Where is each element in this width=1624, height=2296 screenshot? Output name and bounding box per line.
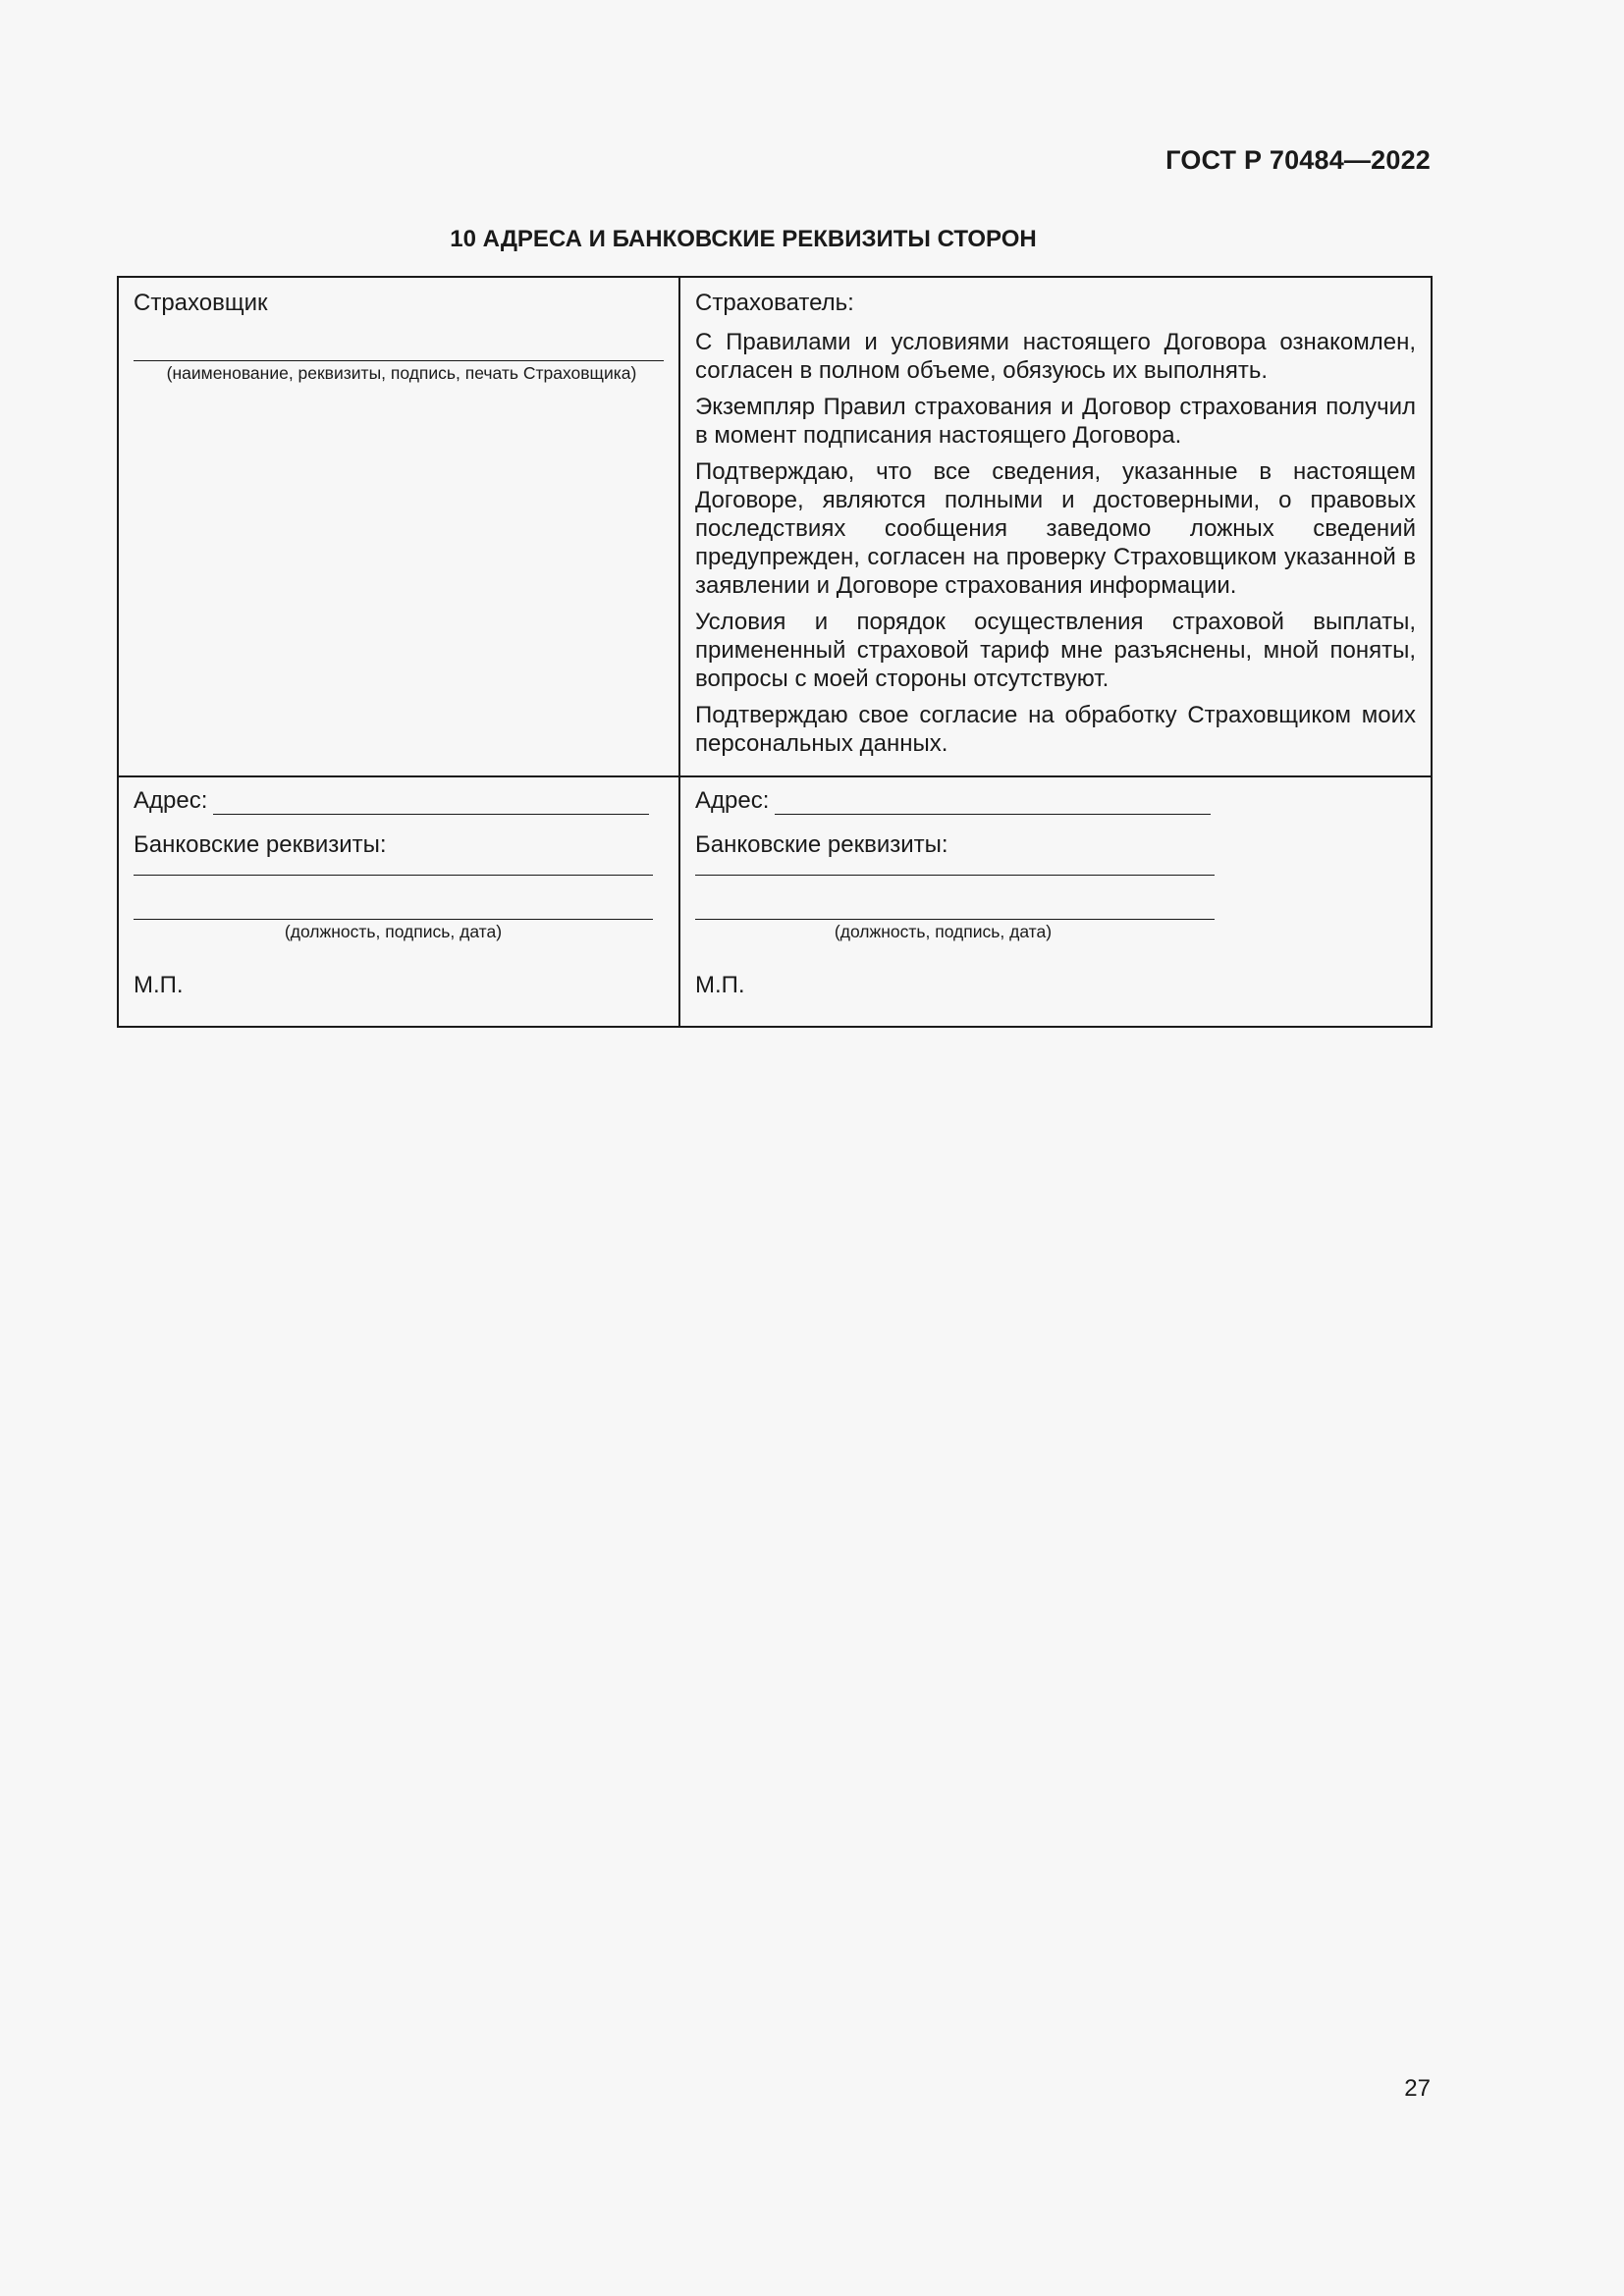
- insurer-signature-field[interactable]: [134, 360, 664, 361]
- insurer-stamp-label: М.П.: [134, 972, 184, 998]
- insurer-requisites-cell: [118, 776, 679, 1027]
- insurer-label: Страховщик: [134, 290, 268, 316]
- policyholder-paragraph: С Правилами и условиями настоящего Договора ознакомлен, согласен в полном объеме, обязуюсь их выполнять.: [695, 329, 1416, 384]
- policyholder-position-caption: (должность, подпись, дата): [834, 922, 1053, 941]
- parties-requisites-table: [117, 276, 1433, 1028]
- insurer-bank-label: Банковские реквизиты:: [134, 831, 387, 858]
- insurer-bank-field[interactable]: [134, 875, 653, 876]
- insurer-address-label: Адрес:: [134, 787, 208, 814]
- page-number: 27: [1404, 2075, 1431, 2102]
- document-code: ГОСТ Р 70484—2022: [1165, 145, 1431, 175]
- policyholder-address-label: Адрес:: [695, 787, 770, 814]
- policyholder-paragraph: Подтверждаю свое согласие на обработку Страховщиком моих персональных данных.: [695, 702, 1416, 757]
- policyholder-label: Страхователь:: [695, 290, 854, 316]
- policyholder-cell: [679, 277, 1432, 776]
- insurer-address-row: [134, 786, 664, 815]
- policyholder-paragraph: Условия и порядок осуществления страховой выплаты, примененный страховой тариф мне разъяснены, мной поняты, вопросы с моей стороны отсутствуют.: [695, 609, 1416, 692]
- insurer-address-field[interactable]: [213, 790, 649, 815]
- parties-row: [118, 277, 1432, 776]
- insurer-position-signature-field[interactable]: [134, 919, 653, 920]
- policyholder-paragraph: Подтверждаю, что все сведения, указанные в настоящем Договоре, являются полными и достоверными, о правовых последствиях сообщения заведомо ложных сведений предупрежден, согласен на проверку Страховщиком указанной в заявлении и Договоре страхования информации.: [695, 458, 1416, 599]
- policyholder-address-field[interactable]: [775, 790, 1211, 815]
- policyholder-bank-label: Банковские реквизиты:: [695, 831, 948, 858]
- policyholder-address-row: [695, 786, 1416, 815]
- policyholder-bank-field[interactable]: [695, 875, 1215, 876]
- policyholder-position-signature-field[interactable]: [695, 919, 1215, 920]
- insurer-signature-caption: (наименование, реквизиты, подпись, печать Страховщика): [166, 363, 637, 383]
- insurer-position-caption: (должность, подпись, дата): [284, 922, 503, 941]
- section-title: 10 АДРЕСА И БАНКОВСКИЕ РЕКВИЗИТЫ СТОРОН: [450, 226, 1037, 252]
- insurer-cell: [118, 277, 679, 776]
- policyholder-stamp-label: М.П.: [695, 972, 745, 998]
- requisites-row: [118, 776, 1432, 1027]
- policyholder-requisites-cell: [679, 776, 1432, 1027]
- policyholder-paragraph: Экземпляр Правил страхования и Договор страхования получил в момент подписания настоящего Договора.: [695, 394, 1416, 449]
